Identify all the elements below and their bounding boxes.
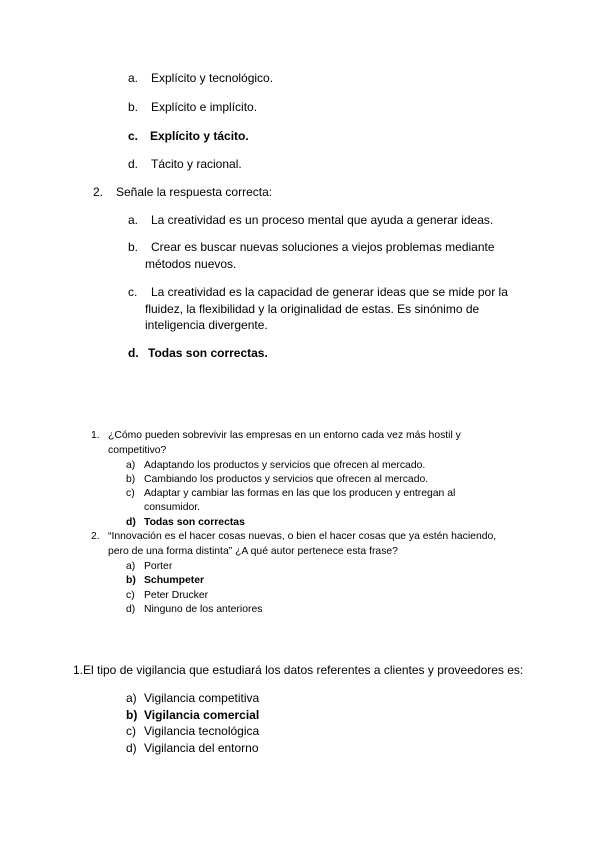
option-text-line: fluidez, la flexibilidad y la originalidad de estas. Es sinónimo de xyxy=(145,302,480,316)
option-letter: c) xyxy=(126,590,135,601)
question-number: 2. xyxy=(91,531,100,542)
option-c-correct xyxy=(128,129,249,143)
option-text: Vigilancia del entorno xyxy=(144,741,259,755)
option-d xyxy=(128,157,242,171)
option-d-correct xyxy=(128,346,268,360)
option-letter: d. xyxy=(128,157,139,171)
option-c xyxy=(126,488,456,500)
option-letter: a. xyxy=(128,213,139,227)
option-text: Adaptando los productos y servicios que ofrecen al mercado. xyxy=(144,460,426,471)
option-letter: c. xyxy=(128,129,139,143)
option-text: Tácito y racional. xyxy=(151,157,242,171)
option-letter: d) xyxy=(126,604,136,615)
option-text: Vigilancia comercial xyxy=(144,708,260,722)
option-c xyxy=(128,285,508,299)
option-a xyxy=(128,213,494,227)
option-text: Peter Drucker xyxy=(144,590,209,601)
option-text-line: inteligencia divergente. xyxy=(145,318,268,332)
option-b xyxy=(128,240,495,254)
option-letter: b) xyxy=(126,474,136,485)
option-a xyxy=(126,691,260,705)
option-a xyxy=(126,460,426,472)
question-number: 2. xyxy=(93,185,104,199)
question-text: 1.El tipo de vigilancia que estudiará los datos referentes a clientes y proveedores es: xyxy=(73,663,524,677)
question-text-line: competitivo? xyxy=(108,445,167,456)
option-letter: a. xyxy=(128,71,139,85)
option-text: Porter xyxy=(144,561,173,572)
option-text-line: Crear es buscar nuevas soluciones a viejos problemas mediante xyxy=(151,240,495,254)
option-text: Todas son correctas xyxy=(144,517,245,528)
option-text: La creatividad es un proceso mental que ayuda a generar ideas. xyxy=(151,213,494,227)
option-text: Ninguno de los anteriores xyxy=(144,604,263,615)
option-letter: c) xyxy=(126,488,135,499)
option-letter: b. xyxy=(128,240,139,254)
option-letter: d. xyxy=(128,346,139,360)
option-text: Vigilancia tecnológica xyxy=(144,724,260,738)
option-text: Explícito y tecnológico. xyxy=(151,71,274,85)
option-letter: b) xyxy=(126,708,138,722)
option-letter: a) xyxy=(126,460,136,471)
option-letter: b. xyxy=(128,100,139,114)
option-a xyxy=(128,71,274,85)
option-b xyxy=(126,474,429,486)
question-number: 1. xyxy=(91,430,100,441)
option-text: Vigilancia competitiva xyxy=(144,691,260,705)
option-letter: a) xyxy=(126,561,136,572)
question-text-line: “Innovación es el hacer cosas nuevas, o bien el hacer cosas que ya estén haciendo, xyxy=(108,531,497,542)
option-text-line: La creatividad es la capacidad de generar ideas que se mide por la xyxy=(151,285,508,299)
option-letter: b) xyxy=(126,575,136,586)
option-text: Explícito e implícito. xyxy=(151,100,258,114)
option-c xyxy=(126,590,209,602)
option-b xyxy=(128,100,258,114)
option-d xyxy=(126,604,263,616)
option-letter: d) xyxy=(126,741,137,755)
question-text-line: pero de una forma distinta” ¿A qué autor pertenece esta frase? xyxy=(108,546,398,557)
option-a xyxy=(126,561,173,573)
option-text-line: consumidor. xyxy=(144,502,201,513)
option-b-correct xyxy=(126,708,260,722)
option-text: Cambiando los productos y servicios que ofrecen al mercado. xyxy=(144,474,429,485)
option-letter: c. xyxy=(128,285,138,299)
option-b-correct xyxy=(126,575,205,587)
option-letter: c) xyxy=(126,724,136,738)
option-text: Explícito y tácito. xyxy=(150,129,249,143)
option-text-line: Adaptar y cambiar las formas en las que los producen y entregan al xyxy=(144,488,456,499)
question-text-line: ¿Cómo pueden sobrevivir las empresas en un entorno cada vez más hostil y xyxy=(108,430,461,441)
option-text: Todas son correctas. xyxy=(148,346,268,360)
option-letter: a) xyxy=(126,691,137,705)
option-d xyxy=(126,741,259,755)
option-letter: d) xyxy=(126,517,136,528)
option-text-line: métodos nuevos. xyxy=(145,257,237,271)
option-d-correct xyxy=(126,517,245,529)
question-text: Señale la respuesta correcta: xyxy=(116,185,273,199)
option-text: Schumpeter xyxy=(144,575,205,586)
option-c xyxy=(126,724,260,738)
